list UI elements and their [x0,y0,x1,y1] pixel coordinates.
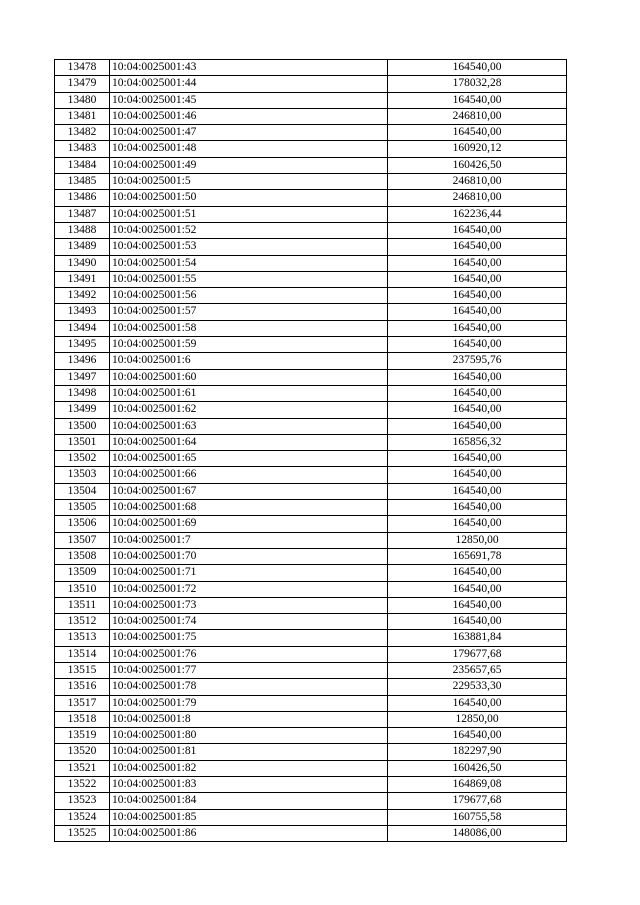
row-number-cell: 13486 [55,190,110,206]
table-row [55,76,567,92]
value-cell: 164540,00 [388,60,567,76]
value-cell: 179677,68 [388,793,567,809]
table-row [55,646,567,662]
table-row [55,662,567,678]
cadastral-number-cell: 10:04:0025001:6 [110,353,388,369]
table-row [55,548,567,564]
value-cell: 148086,00 [388,825,567,841]
row-number-cell: 13502 [55,451,110,467]
value-cell: 164540,00 [388,255,567,271]
row-number-cell: 13515 [55,662,110,678]
row-number-cell: 13523 [55,793,110,809]
table-row [55,679,567,695]
row-number-cell: 13506 [55,516,110,532]
value-cell: 179677,68 [388,646,567,662]
row-number-cell: 13482 [55,125,110,141]
row-number-cell: 13511 [55,597,110,613]
row-number-cell: 13481 [55,108,110,124]
cadastral-number-cell: 10:04:0025001:81 [110,744,388,760]
table-row [55,385,567,401]
table-row [55,190,567,206]
value-cell: 229533,30 [388,679,567,695]
cadastral-number-cell: 10:04:0025001:70 [110,548,388,564]
table-row [55,288,567,304]
row-number-cell: 13509 [55,565,110,581]
value-cell: 164869,08 [388,777,567,793]
table-row [55,483,567,499]
value-cell: 164540,00 [388,369,567,385]
value-cell: 164540,00 [388,271,567,287]
value-cell: 160426,50 [388,157,567,173]
cadastral-number-cell: 10:04:0025001:86 [110,825,388,841]
row-number-cell: 13500 [55,418,110,434]
value-cell: 164540,00 [388,304,567,320]
value-cell: 164540,00 [388,695,567,711]
value-cell: 164540,00 [388,222,567,238]
cadastral-number-cell: 10:04:0025001:65 [110,451,388,467]
table-row [55,451,567,467]
table-row [55,141,567,157]
row-number-cell: 13488 [55,222,110,238]
cadastral-number-cell: 10:04:0025001:58 [110,320,388,336]
row-number-cell: 13492 [55,288,110,304]
row-number-cell: 13513 [55,630,110,646]
cadastral-number-cell: 10:04:0025001:84 [110,793,388,809]
table-row [55,206,567,222]
table-row [55,500,567,516]
row-number-cell: 13479 [55,76,110,92]
row-number-cell: 13522 [55,777,110,793]
value-cell: 165856,32 [388,434,567,450]
cadastral-number-cell: 10:04:0025001:72 [110,581,388,597]
table-row [55,581,567,597]
value-cell: 246810,00 [388,190,567,206]
table-row [55,614,567,630]
table-row [55,809,567,825]
row-number-cell: 13524 [55,809,110,825]
row-number-cell: 13519 [55,728,110,744]
cadastral-number-cell: 10:04:0025001:53 [110,239,388,255]
table-row [55,353,567,369]
cadastral-number-cell: 10:04:0025001:67 [110,483,388,499]
row-number-cell: 13485 [55,174,110,190]
value-cell: 164540,00 [388,728,567,744]
cadastral-number-cell: 10:04:0025001:59 [110,337,388,353]
value-cell: 164540,00 [388,597,567,613]
row-number-cell: 13507 [55,532,110,548]
table-row [55,108,567,124]
cadastral-number-cell: 10:04:0025001:50 [110,190,388,206]
cadastral-number-cell: 10:04:0025001:44 [110,76,388,92]
row-number-cell: 13494 [55,320,110,336]
value-cell: 164540,00 [388,516,567,532]
cadastral-number-cell: 10:04:0025001:75 [110,630,388,646]
row-number-cell: 13495 [55,337,110,353]
table-row [55,60,567,76]
cadastral-number-cell: 10:04:0025001:77 [110,662,388,678]
cadastral-number-cell: 10:04:0025001:47 [110,125,388,141]
cadastral-number-cell: 10:04:0025001:68 [110,500,388,516]
row-number-cell: 13483 [55,141,110,157]
value-cell: 164540,00 [388,614,567,630]
table-row [55,760,567,776]
cadastral-number-cell: 10:04:0025001:83 [110,777,388,793]
row-number-cell: 13499 [55,402,110,418]
value-cell: 164540,00 [388,288,567,304]
cadastral-number-cell: 10:04:0025001:5 [110,174,388,190]
cadastral-number-cell: 10:04:0025001:69 [110,516,388,532]
cadastral-value-table [54,59,567,842]
table-row [55,630,567,646]
table-row [55,777,567,793]
value-cell: 178032,28 [388,76,567,92]
value-cell: 164540,00 [388,337,567,353]
value-cell: 160920,12 [388,141,567,157]
cadastral-number-cell: 10:04:0025001:74 [110,614,388,630]
table-row [55,125,567,141]
row-number-cell: 13510 [55,581,110,597]
table-row [55,239,567,255]
row-number-cell: 13503 [55,467,110,483]
cadastral-number-cell: 10:04:0025001:85 [110,809,388,825]
table-row [55,597,567,613]
row-number-cell: 13493 [55,304,110,320]
cadastral-number-cell: 10:04:0025001:7 [110,532,388,548]
row-number-cell: 13490 [55,255,110,271]
row-number-cell: 13498 [55,385,110,401]
value-cell: 237595,76 [388,353,567,369]
value-cell: 164540,00 [388,239,567,255]
cadastral-number-cell: 10:04:0025001:62 [110,402,388,418]
table-row [55,434,567,450]
value-cell: 246810,00 [388,108,567,124]
cadastral-number-cell: 10:04:0025001:56 [110,288,388,304]
row-number-cell: 13521 [55,760,110,776]
table-row [55,92,567,108]
row-number-cell: 13508 [55,548,110,564]
cadastral-number-cell: 10:04:0025001:71 [110,565,388,581]
row-number-cell: 13514 [55,646,110,662]
cadastral-number-cell: 10:04:0025001:45 [110,92,388,108]
cadastral-number-cell: 10:04:0025001:61 [110,385,388,401]
table-row [55,711,567,727]
value-cell: 164540,00 [388,418,567,434]
table-row [55,565,567,581]
value-cell: 246810,00 [388,174,567,190]
cadastral-number-cell: 10:04:0025001:66 [110,467,388,483]
row-number-cell: 13496 [55,353,110,369]
table-row [55,255,567,271]
row-number-cell: 13491 [55,271,110,287]
value-cell: 164540,00 [388,125,567,141]
cadastral-number-cell: 10:04:0025001:78 [110,679,388,695]
row-number-cell: 13505 [55,500,110,516]
value-cell: 164540,00 [388,467,567,483]
row-number-cell: 13512 [55,614,110,630]
value-cell: 164540,00 [388,451,567,467]
table-row [55,337,567,353]
cadastral-number-cell: 10:04:0025001:43 [110,60,388,76]
value-cell: 163881,84 [388,630,567,646]
row-number-cell: 13525 [55,825,110,841]
cadastral-number-cell: 10:04:0025001:55 [110,271,388,287]
value-cell: 164540,00 [388,92,567,108]
value-cell: 160755,58 [388,809,567,825]
cadastral-number-cell: 10:04:0025001:57 [110,304,388,320]
table-row [55,744,567,760]
value-cell: 164540,00 [388,402,567,418]
value-cell: 165691,78 [388,548,567,564]
table-body [55,60,567,842]
row-number-cell: 13484 [55,157,110,173]
cadastral-number-cell: 10:04:0025001:8 [110,711,388,727]
cadastral-number-cell: 10:04:0025001:82 [110,760,388,776]
value-cell: 160426,50 [388,760,567,776]
table-row [55,271,567,287]
cadastral-number-cell: 10:04:0025001:52 [110,222,388,238]
table-row [55,532,567,548]
value-cell: 12850,00 [388,711,567,727]
cadastral-number-cell: 10:04:0025001:46 [110,108,388,124]
cadastral-number-cell: 10:04:0025001:73 [110,597,388,613]
cadastral-number-cell: 10:04:0025001:76 [110,646,388,662]
table-row [55,825,567,841]
value-cell: 162236,44 [388,206,567,222]
value-cell: 164540,00 [388,565,567,581]
table-row [55,320,567,336]
row-number-cell: 13480 [55,92,110,108]
row-number-cell: 13516 [55,679,110,695]
table-row [55,418,567,434]
row-number-cell: 13520 [55,744,110,760]
table-row [55,793,567,809]
row-number-cell: 13489 [55,239,110,255]
table-row [55,369,567,385]
table-row [55,157,567,173]
table-row [55,304,567,320]
table-row [55,516,567,532]
table-row [55,467,567,483]
value-cell: 164540,00 [388,320,567,336]
cadastral-number-cell: 10:04:0025001:51 [110,206,388,222]
cadastral-number-cell: 10:04:0025001:49 [110,157,388,173]
cadastral-number-cell: 10:04:0025001:79 [110,695,388,711]
row-number-cell: 13478 [55,60,110,76]
table-row [55,728,567,744]
row-number-cell: 13487 [55,206,110,222]
cadastral-number-cell: 10:04:0025001:64 [110,434,388,450]
row-number-cell: 13497 [55,369,110,385]
row-number-cell: 13504 [55,483,110,499]
row-number-cell: 13518 [55,711,110,727]
row-number-cell: 13517 [55,695,110,711]
value-cell: 164540,00 [388,385,567,401]
cadastral-number-cell: 10:04:0025001:80 [110,728,388,744]
cadastral-number-cell: 10:04:0025001:48 [110,141,388,157]
value-cell: 12850,00 [388,532,567,548]
table-row [55,222,567,238]
value-cell: 164540,00 [388,581,567,597]
cadastral-number-cell: 10:04:0025001:63 [110,418,388,434]
table-row [55,402,567,418]
value-cell: 235657,65 [388,662,567,678]
value-cell: 164540,00 [388,500,567,516]
value-cell: 164540,00 [388,483,567,499]
cadastral-number-cell: 10:04:0025001:60 [110,369,388,385]
table-row [55,695,567,711]
cadastral-number-cell: 10:04:0025001:54 [110,255,388,271]
row-number-cell: 13501 [55,434,110,450]
table-row [55,174,567,190]
value-cell: 182297,90 [388,744,567,760]
